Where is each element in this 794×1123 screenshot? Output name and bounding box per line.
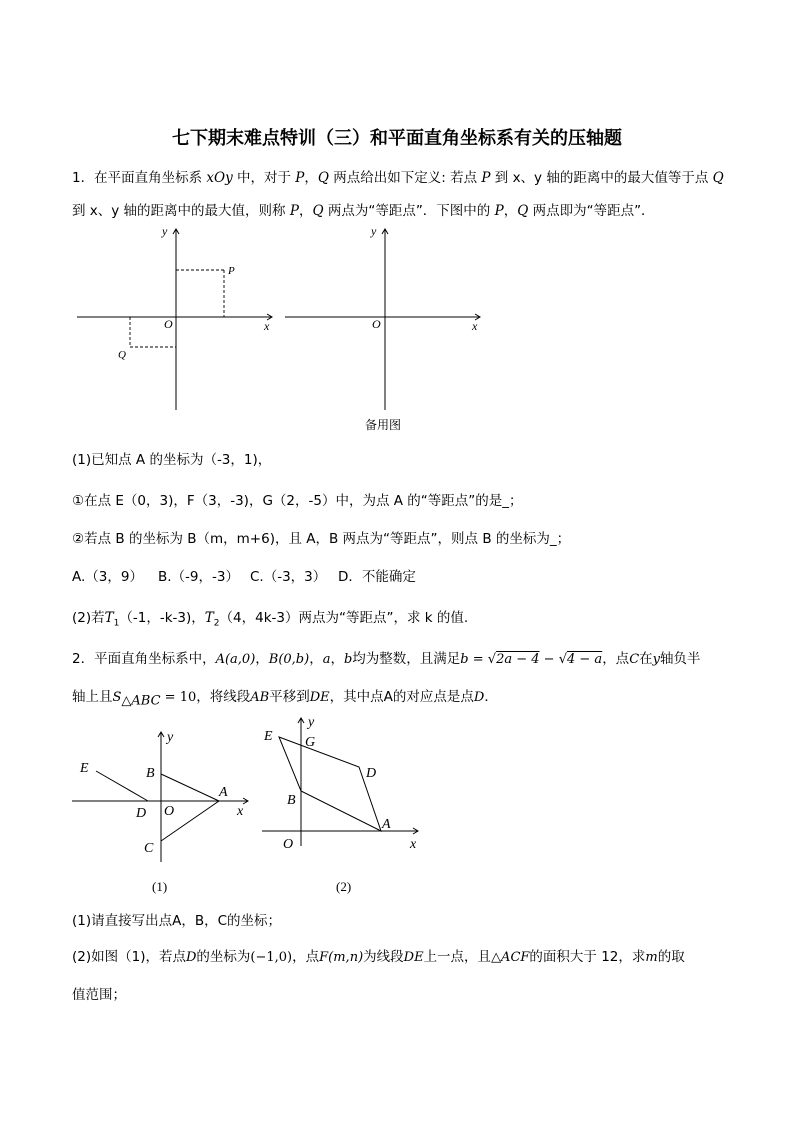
text: 两点给出如下定义: 若点: [328, 170, 482, 186]
math: Q: [317, 170, 329, 186]
math: (−1,0): [250, 950, 293, 965]
option-c: C.（-3，3）: [250, 569, 327, 585]
x-label: x: [264, 319, 270, 333]
q1-sub1b: ②若点 B 的坐标为 B（m，m+6)，且 A，B 两点为“等距点”，则点 B 的坐标为_；: [72, 531, 571, 547]
point-e-label: E: [80, 761, 89, 776]
math: P: [289, 203, 299, 219]
math: △ACF: [491, 950, 530, 965]
q2-sub2-continued: 值范围；: [72, 987, 126, 1003]
point-d-label: D: [136, 806, 147, 821]
math: DE: [403, 950, 424, 965]
math: D: [473, 690, 485, 705]
math: Q: [517, 203, 529, 219]
math: P: [295, 170, 305, 186]
math: D: [185, 950, 197, 965]
radicand: 4 − a: [567, 652, 603, 667]
point-p-label: P: [228, 265, 235, 277]
math: = 10: [160, 690, 197, 705]
math: P: [494, 203, 504, 219]
text: ．: [484, 689, 498, 705]
math: C: [629, 652, 640, 667]
q2-sub1: (1)请直接写出点A，B，C的坐标；: [72, 913, 282, 929]
y-label: y: [167, 730, 174, 745]
math: T: [104, 610, 114, 626]
point-b-label: B: [287, 793, 296, 808]
y-label: y: [162, 224, 168, 238]
text: 两点即为“等距点”．: [528, 203, 655, 219]
math: B(0,b): [268, 652, 310, 667]
text: (2)若: [72, 610, 105, 626]
text: （4，4k-3）两点为“等距点”，求 k 的值.: [219, 610, 469, 626]
point-b-label: B: [146, 766, 155, 781]
math: a: [322, 652, 331, 667]
math: AB: [250, 690, 270, 705]
y-label: y: [371, 224, 377, 238]
sqrt-expression: √4 − a: [558, 652, 603, 667]
point-e-label: E: [264, 729, 273, 744]
origin-label: O: [372, 317, 381, 331]
math: b: [343, 652, 353, 667]
q1-sub1a: ①在点 E（0，3)，F（3，-3)，G（2，-5）中，为点 A 的“等距点”的是_；: [72, 493, 523, 509]
text: 上一点，且: [423, 949, 492, 965]
text: ，: [503, 203, 518, 219]
parallelogram-edab: [279, 737, 381, 831]
text: 的取: [657, 949, 685, 965]
q2-sub2: [72, 945, 685, 965]
text: （-1，-k-3)，: [119, 610, 205, 626]
sqrt-expression: √2a − 4: [487, 652, 540, 667]
text: 的面积大于 12，求: [529, 949, 646, 965]
text: ，点: [292, 949, 320, 965]
math: y: [652, 652, 660, 667]
point-a-label: A: [382, 817, 391, 832]
text: 的坐标为: [196, 949, 251, 965]
figure-caption: (1): [152, 879, 168, 894]
x-label: x: [472, 319, 478, 333]
text: ，: [304, 170, 318, 186]
math: P: [481, 170, 491, 186]
text: 均为整数，且满足: [352, 651, 461, 667]
point-d-label: D: [366, 766, 377, 781]
text: 到 x、y 轴的距离中的最大值，则称: [72, 203, 290, 219]
x-label: x: [410, 837, 417, 852]
origin-label: O: [164, 804, 175, 819]
figure-caption: 备用图: [365, 418, 402, 432]
text: ，点: [602, 651, 630, 667]
text: ，: [309, 651, 323, 667]
option-a: A.（3，9）: [72, 569, 143, 585]
math: m: [645, 950, 658, 965]
point-c-label: C: [144, 841, 154, 856]
q1-sub1: (1)已知点 A 的坐标为（-3，1)，: [72, 452, 272, 468]
math: Q: [712, 170, 724, 186]
y-label: y: [308, 715, 315, 730]
origin-label: O: [164, 317, 173, 331]
x-label: x: [237, 804, 244, 819]
text: 在: [639, 651, 653, 667]
math: DE: [309, 690, 330, 705]
math: b =: [460, 652, 488, 667]
origin-label: O: [283, 837, 294, 852]
math: S: [112, 690, 122, 705]
text: 为线段: [363, 949, 404, 965]
text: ，: [330, 651, 344, 667]
math: Q: [312, 203, 324, 219]
text: 平移到: [269, 689, 310, 705]
math: F(m,n): [319, 950, 364, 965]
text: 2．平面直角坐标系中，: [72, 651, 216, 667]
text: ，其中点A的对应点是点: [329, 689, 474, 705]
text: 1．在平面直角坐标系: [72, 170, 207, 186]
math: xOy: [206, 170, 233, 186]
option-b: B.（-9，-3）: [158, 569, 239, 585]
page-title: 七下期末难点特训（三）和平面直角坐标系有关的压轴题: [172, 128, 622, 149]
text: 到 x、y 轴的距离中的最大值等于点: [490, 170, 713, 186]
point-a-label: A: [219, 785, 228, 800]
math: −: [539, 652, 559, 667]
math: A(a,0): [215, 652, 256, 667]
text: 轴上且: [72, 689, 113, 705]
figure-caption: (2): [336, 879, 352, 894]
subscript: △ABC: [121, 693, 161, 709]
subscript: 2: [213, 618, 220, 629]
radicand: 2a − 4: [496, 652, 540, 667]
text: ，: [255, 651, 269, 667]
math: T: [204, 610, 214, 626]
text: ，: [298, 203, 313, 219]
text: ，将线段: [196, 689, 251, 705]
subscript: 1: [113, 618, 120, 629]
text: (2)如图（1)，若点: [72, 949, 186, 965]
point-g-label: G: [305, 735, 316, 750]
text: 中，对于: [232, 170, 296, 186]
text: 两点为“等距点”．下图中的: [323, 203, 495, 219]
point-q-label: Q: [118, 349, 126, 361]
option-d: D．不能确定: [338, 569, 416, 585]
text: 轴负半: [660, 651, 701, 667]
